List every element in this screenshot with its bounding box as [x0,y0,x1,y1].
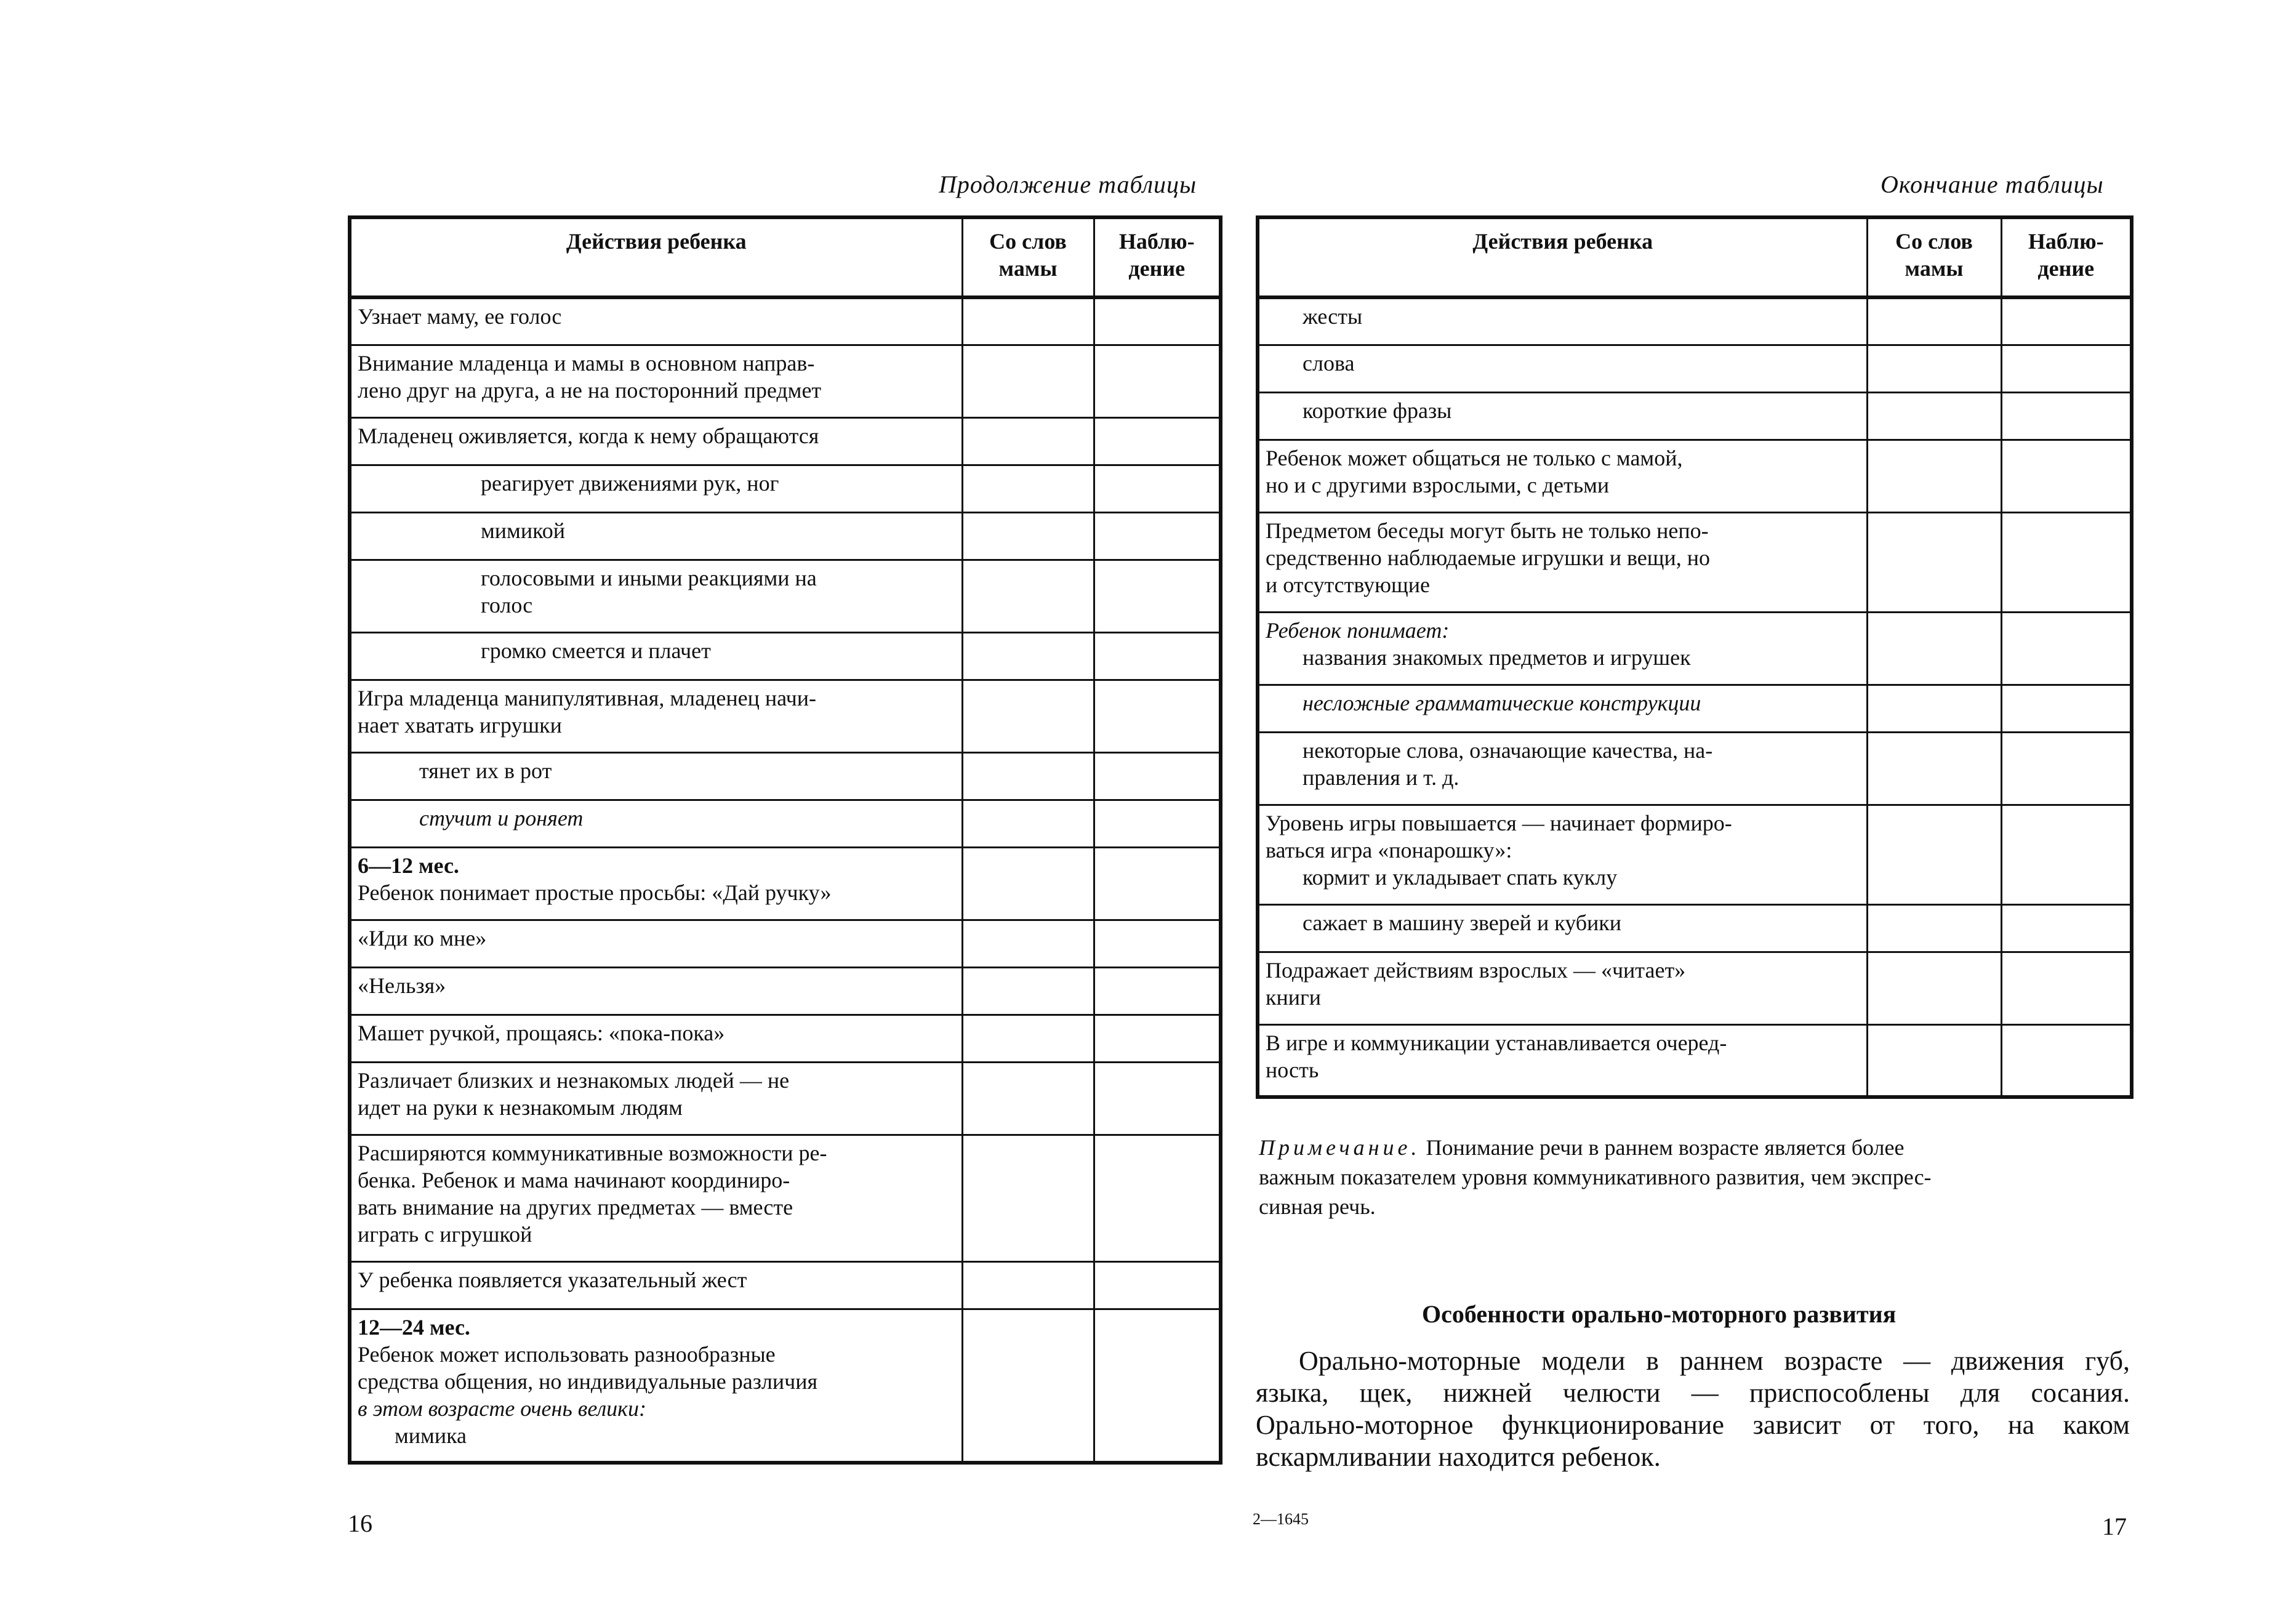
mom-cell[interactable] [962,847,1094,920]
table-row: Предметом беседы могут быть не только непо- средственно наблюдаемые игрушки и вещи, но и отсутствующие [1258,512,1867,612]
mom-cell[interactable] [962,1062,1094,1135]
mom-cell[interactable] [1867,440,2001,512]
obs-cell[interactable] [1094,800,1221,847]
table-row: стучит и роняет [350,800,962,847]
table-row: Уровень игры повышается — начинает формиро- ваться игра «понарошку»: кормит и укладывает спать куклу [1258,805,1867,904]
right-table-caption: Окончание таблицы [1881,171,2104,198]
obs-cell[interactable] [1094,847,1221,920]
note-label: Примечание. [1259,1135,1421,1160]
mom-cell[interactable] [1867,904,2001,952]
mom-cell[interactable] [962,680,1094,752]
table-row: Младенец оживляется, когда к нему обращаются [350,417,962,465]
section-title: Особенности орально-моторного развития [1422,1300,1897,1328]
mom-cell[interactable] [962,752,1094,800]
obs-cell[interactable] [2001,685,2132,732]
signature-mark: 2—1645 [1253,1510,1309,1528]
table-row: тянет их в рот [350,752,962,800]
mom-cell[interactable] [962,967,1094,1015]
obs-cell[interactable] [2001,440,2132,512]
table-row: 6—12 мес. Ребенок понимает простые просьбы: «Дай ручку» [350,847,962,920]
table-row: Ребенок понимает: названия знакомых предметов и игрушек [1258,612,1867,685]
obs-cell[interactable] [2001,512,2132,612]
table-row: «Иди ко мне» [350,920,962,967]
table-row: У ребенка появляется указательный жест [350,1261,962,1309]
obs-cell[interactable] [1094,1309,1221,1463]
mom-cell[interactable] [1867,512,2001,612]
obs-cell[interactable] [2001,345,2132,392]
left-page-number: 16 [348,1509,372,1537]
obs-cell[interactable] [2001,805,2132,904]
mom-cell[interactable] [1867,392,2001,440]
table-row: реагирует движениями рук, ног [350,465,962,512]
table-note: Примечание. Понимание речи в раннем возрасте является более важным показателем уровня коммуникативного развития, чем экспрес- сивная речь. [1259,1135,1932,1219]
table-row: Подражает действиям взрослых — «читает» книги [1258,952,1867,1024]
mom-cell[interactable] [962,800,1094,847]
table-row: Различает близких и незнакомых людей — не идет на руки к незнакомым людям [350,1062,962,1135]
table-row: мимикой [350,512,962,560]
mom-cell[interactable] [1867,345,2001,392]
obs-cell[interactable] [1094,1261,1221,1309]
obs-cell[interactable] [2001,732,2132,805]
obs-cell[interactable] [2001,612,2132,685]
obs-cell[interactable] [1094,560,1221,632]
mom-cell[interactable] [1867,952,2001,1024]
mom-cell[interactable] [962,512,1094,560]
table-row: короткие фразы [1258,392,1867,440]
table-row: несложные грамматические конструкции [1258,685,1867,732]
mom-cell[interactable] [962,1309,1094,1463]
obs-cell[interactable] [2001,392,2132,440]
obs-cell[interactable] [2001,1024,2132,1097]
table-row: «Нельзя» [350,967,962,1015]
mom-cell[interactable] [962,1015,1094,1062]
table-row: громко смеется и плачет [350,632,962,680]
body-paragraph: Орально-моторные модели в раннем возрасте — движения губ, языка, щек, нижней челюсти — приспособлены для сосания. Орально-моторное функционирование зависит от того, на каком вскармливании находится ребенок. [1256,1346,2130,1472]
obs-cell[interactable] [1094,632,1221,680]
header-observation: Наблю- дение [1094,217,1221,297]
obs-cell[interactable] [1094,465,1221,512]
left-table-caption: Продолжение таблицы [939,171,1197,198]
obs-cell[interactable] [1094,967,1221,1015]
mom-cell[interactable] [962,417,1094,465]
obs-cell[interactable] [1094,752,1221,800]
mom-cell[interactable] [1867,685,2001,732]
mom-cell[interactable] [1867,1024,2001,1097]
obs-cell[interactable] [2001,297,2132,345]
mom-cell[interactable] [1867,297,2001,345]
obs-cell[interactable] [1094,1135,1221,1261]
table-row: сажает в машину зверей и кубики [1258,904,1867,952]
table-row: Ребенок может общаться не только с мамой, но и с другими взрослыми, с детьми [1258,440,1867,512]
header-from-mom: Со слов мамы [962,217,1094,297]
table-row: Расширяются коммуникативные возможности ре- бенка. Ребенок и мама начинают координиро- вать внимание на других предметах — вместе играть с игрушкой [350,1135,962,1261]
mom-cell[interactable] [962,345,1094,417]
obs-cell[interactable] [1094,1062,1221,1135]
table-row: голосовыми и иными реакциями на голос [350,560,962,632]
header-actions: Действия ребенка [350,217,962,297]
mom-cell[interactable] [962,920,1094,967]
table-row: 12—24 мес. Ребенок может использовать разнообразные средства общения, но индивидуальные различия в этом возрасте очень велики: мимика [350,1309,962,1463]
obs-cell[interactable] [1094,512,1221,560]
obs-cell[interactable] [2001,904,2132,952]
header-observation: Наблю- дение [2001,217,2132,297]
obs-cell[interactable] [1094,1015,1221,1062]
table-row: некоторые слова, означающие качества, на- правления и т. д. [1258,732,1867,805]
mom-cell[interactable] [962,297,1094,345]
obs-cell[interactable] [1094,345,1221,417]
obs-cell[interactable] [1094,680,1221,752]
table-row: Машет ручкой, прощаясь: «пока-пока» [350,1015,962,1062]
header-actions: Действия ребенка [1258,217,1867,297]
mom-cell[interactable] [962,632,1094,680]
table-row: Игра младенца манипулятивная, младенец начи- нает хватать игрушки [350,680,962,752]
mom-cell[interactable] [1867,805,2001,904]
obs-cell[interactable] [1094,417,1221,465]
mom-cell[interactable] [962,560,1094,632]
table-row: слова [1258,345,1867,392]
right-page-number: 17 [2102,1513,2127,1540]
right-table [1256,215,2134,1099]
table-row: Внимание младенца и мамы в основном направ- лено друг на друга, а не на посторонний предмет [350,345,962,417]
table-row: В игре и коммуникации устанавливается очеред- ность [1258,1024,1867,1097]
mom-cell[interactable] [962,465,1094,512]
header-from-mom: Со слов мамы [1867,217,2001,297]
left-table [348,215,1222,1465]
obs-cell[interactable] [1094,297,1221,345]
mom-cell[interactable] [962,1261,1094,1309]
table-row: Узнает маму, ее голос [350,297,962,345]
mom-cell[interactable] [962,1135,1094,1261]
mom-cell[interactable] [1867,612,2001,685]
table-row: жесты [1258,297,1867,345]
obs-cell[interactable] [1094,920,1221,967]
mom-cell[interactable] [1867,732,2001,805]
obs-cell[interactable] [2001,952,2132,1024]
